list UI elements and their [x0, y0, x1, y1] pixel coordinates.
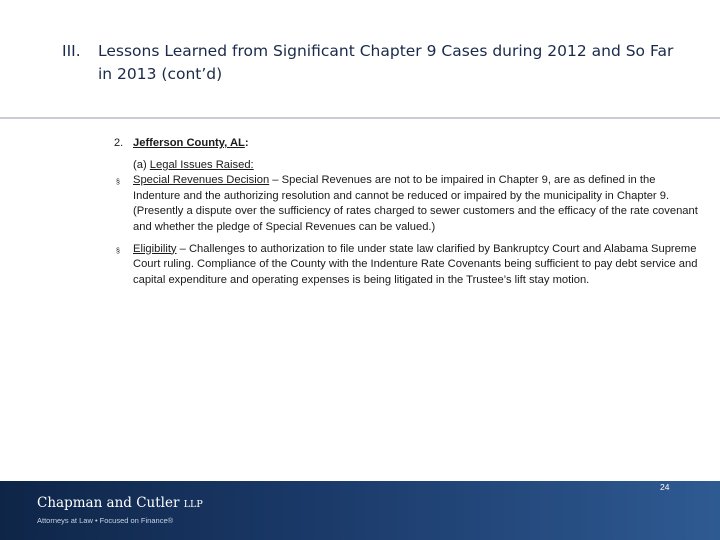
sub-label: (a)	[133, 158, 147, 171]
firm-name: Chapman and Cutler	[37, 495, 180, 511]
item-heading-colon: :	[244, 137, 249, 149]
slide-body	[114, 136, 699, 288]
bullet-lead: Special Revenues Decision	[133, 174, 270, 187]
page-number: 24	[660, 482, 670, 492]
sub-heading-row	[114, 158, 699, 174]
firm-tagline: Attorneys at Law • Focused on Finance®	[37, 516, 174, 525]
bullet-icon: §	[116, 247, 120, 255]
item-number: 2.	[114, 137, 124, 149]
list-item	[114, 173, 699, 235]
title-number: III.	[62, 42, 81, 60]
item-heading-row	[114, 136, 699, 152]
bullet-lead: Eligibility	[133, 242, 177, 255]
bullet-text: – Special Revenues are not to be impaired in Chapter 9, are as defined in the Indenture and the authorizing resolution and cannot be reduced or impaired by the municipality in Chapter 9. (Presently a dispute over the sufficiency of rates charged to sewer customers and the efficacy of the rate covenant and whether the pledge of Special Revenues can be valued.)	[133, 174, 698, 233]
firm-suffix: LLP	[183, 499, 203, 510]
bullet-icon: §	[116, 179, 120, 187]
bullet-text: – Challenges to authorization to file under state law clarified by Bankruptcy Court and Alabama Supreme Court ruling. Compliance of the County with the Indenture Rate Covenants being sufficient to pay debt service and capital expenditure and operating expenses is being litigated in the Trustee’s lift stay motion.	[133, 242, 698, 286]
firm-logo	[37, 495, 203, 511]
sub-heading: Legal Issues Raised:	[149, 158, 254, 171]
list-item	[114, 242, 699, 289]
item-heading: Jefferson County, AL	[133, 137, 245, 149]
title-text: Lessons Learned from Significant Chapter 9 Cases during 2012 and So Far in 2013 (cont’d)	[98, 42, 674, 83]
title-divider	[0, 117, 720, 119]
slide-title	[62, 40, 692, 86]
